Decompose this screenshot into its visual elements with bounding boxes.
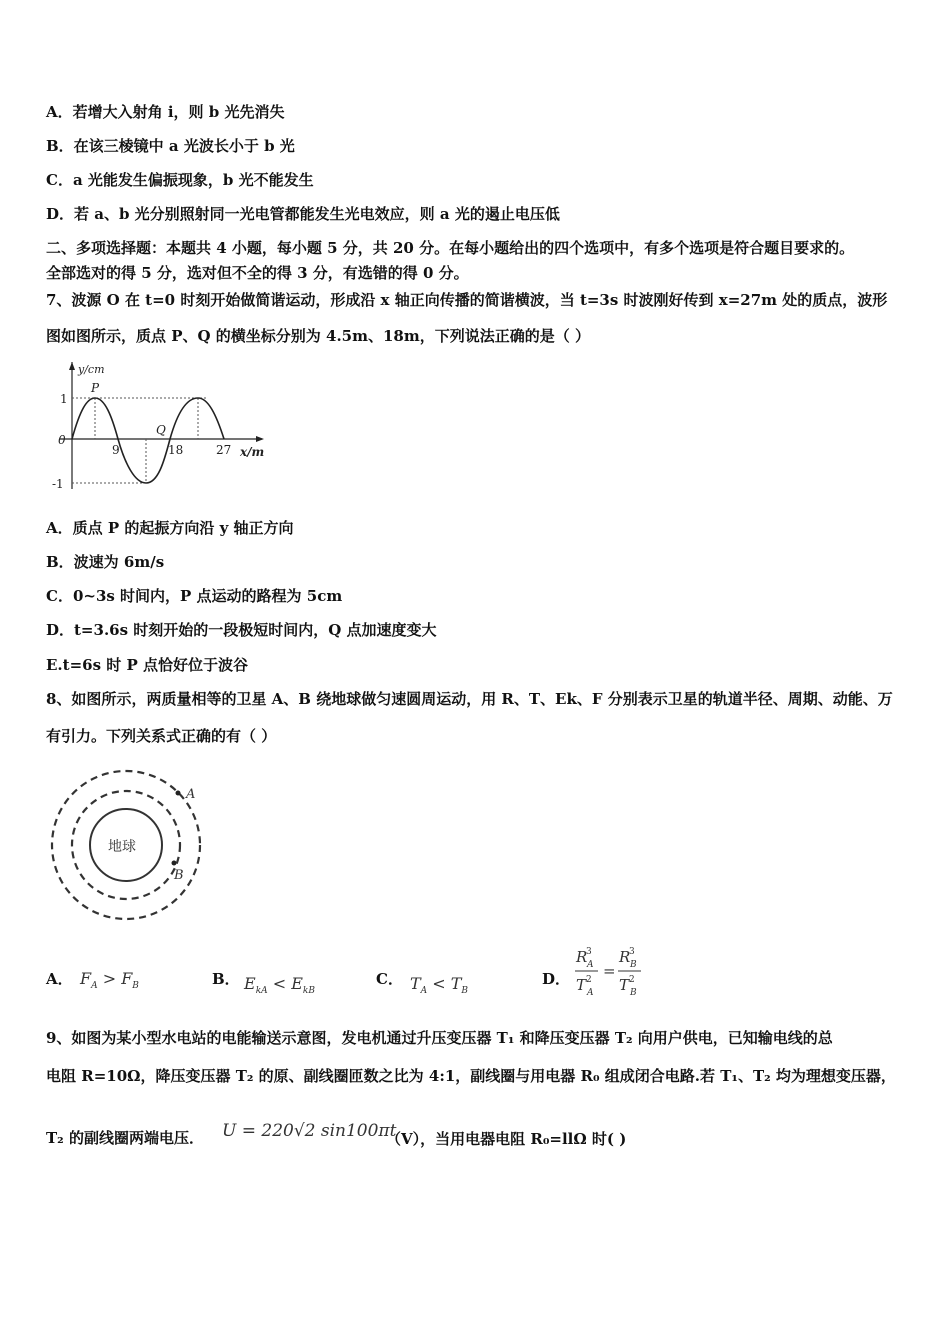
q8-option-c-expr: $T_A < T_B$: [410, 974, 469, 997]
q6-option-a: A．若增大入射角 i，则 b 光先消失: [46, 103, 285, 121]
q6-option-b: B．在该三棱镜中 a 光波长小于 b 光: [46, 137, 295, 155]
y-axis-arrow: [69, 362, 75, 370]
q8-option-a-label: A．: [46, 970, 73, 988]
q8-option-c-label: C．: [376, 970, 403, 988]
q8-stem-line1: 8、如图所示，两质量相等的卫星 A、B 绕地球做匀速圆周运动，用 R、T、Ek、F 分别表示卫星的轨道半径、周期、动能、万: [46, 690, 893, 708]
point-q-label: Q: [156, 423, 166, 437]
satellite-b-label: B: [174, 868, 184, 883]
svg-text:3: 3: [629, 947, 635, 957]
svg-text:R: R: [619, 948, 631, 966]
q7-option-c: C．0~3s 时间内，P 点运动的路程为 5cm: [46, 587, 343, 605]
x-tick-18: 18: [168, 443, 184, 457]
svg-text:3: 3: [586, 947, 592, 957]
q9-stem-line1: 9、如图为某小型水电站的电能输送示意图，发电机通过升压变压器 T₁ 和降压变压器 T₂ 向用户供电，已知输电线的总: [46, 1029, 833, 1047]
q8-option-b-label: B．: [212, 970, 240, 988]
q6-option-d: D．若 a、b 光分别照射同一光电管都能发生光电效应，则 a 光的遏止电压低: [46, 205, 560, 223]
q8-option-d-expr: [572, 944, 652, 1000]
svg-text:A: A: [587, 988, 594, 998]
y-tick-m1: -1: [52, 477, 64, 491]
q9-stem-line3b: （V），当用电器电阻 R₀=llΩ 时( ): [386, 1130, 627, 1148]
q9-stem-line2: 电阻 R=10Ω，降压变压器 T₂ 的原、副线圈匝数之比为 4:1，副线圈与用电器 R₀ 组成闭合电路.若 T₁、T₂ 均为理想变压器，: [46, 1067, 896, 1085]
section2-line1: 二、多项选择题：本题共 4 小题，每小题 5 分，共 20 分。在每小题给出的四个选项中，有多个选项是符合题目要求的。: [46, 239, 855, 257]
svg-text:B: B: [630, 960, 637, 970]
q7-stem-line1: 7、波源 O 在 t=0 时刻开始做简谐运动，形成沿 x 轴正向传播的简谐横波，当 t=3s 时波刚好传到 x=27m 处的质点，波形: [46, 291, 888, 309]
satellite-b-dot: [172, 861, 177, 866]
earth-label: 地球: [108, 839, 136, 855]
q7-option-b: B．波速为 6m/s: [46, 553, 165, 571]
q8-option-b-expr: $E_{kA} < E_{kB}$: [244, 974, 315, 997]
q8-stem-line2: 有引力。下列关系式正确的有（ ）: [46, 727, 277, 745]
svg-text:R: R: [576, 948, 588, 966]
point-p-label: P: [91, 381, 100, 395]
q7-option-a: A．质点 P 的起振方向沿 y 轴正方向: [46, 519, 294, 537]
origin-label: 0: [58, 433, 66, 447]
svg-text:B: B: [630, 988, 637, 998]
q7-wave-figure: [50, 362, 275, 492]
y-tick-1: 1: [60, 392, 68, 406]
q6-option-c: C．a 光能发生偏振现象，b 光不能发生: [46, 171, 314, 189]
x-tick-9: 9: [112, 443, 120, 457]
satellite-a-dot: [176, 791, 181, 796]
x-axis-label: x/m: [240, 445, 265, 459]
q8-orbit-figure: [50, 765, 210, 925]
section2-line2: 全部选对的得 5 分，选对但不全的得 3 分，有选错的得 0 分。: [46, 264, 469, 282]
svg-text:2: 2: [586, 975, 592, 985]
x-axis-arrow: [256, 436, 264, 442]
q7-option-e: E.t=6s 时 P 点恰好位于波谷: [46, 656, 248, 674]
svg-text:A: A: [587, 960, 594, 970]
svg-text:2: 2: [629, 975, 635, 985]
svg-text:=: =: [603, 962, 616, 980]
y-axis-label: y/cm: [78, 363, 105, 376]
q9-stem-line3a: T₂ 的副线圈两端电压．: [46, 1129, 204, 1147]
q8-option-a-expr: $F_A > F_B$: [80, 969, 139, 992]
q7-stem-line2: 图如图所示，质点 P、Q 的横坐标分别为 4.5m、18m，下列说法正确的是（ ）: [46, 327, 590, 345]
q7-option-d: D．t=3.6s 时刻开始的一段极短时间内，Q 点加速度变大: [46, 621, 437, 639]
q8-option-d-label: D．: [542, 970, 571, 988]
q9-formula: U = 220√2 sin100πt: [222, 1121, 397, 1141]
svg-text:T: T: [576, 976, 587, 994]
svg-text:T: T: [619, 976, 630, 994]
x-tick-27: 27: [216, 443, 232, 457]
satellite-a-label: A: [186, 787, 196, 802]
